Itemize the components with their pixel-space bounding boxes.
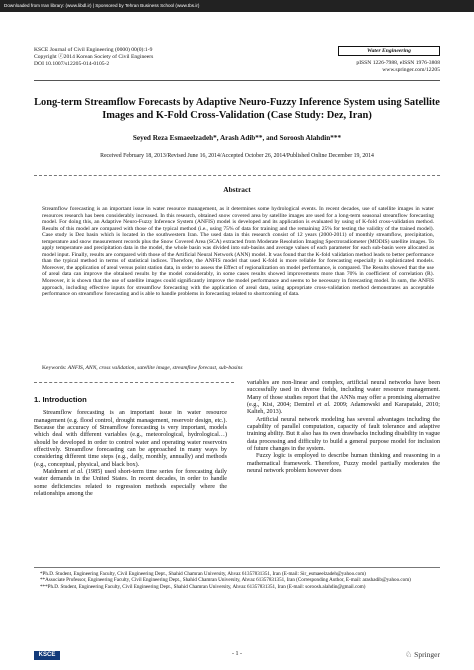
- category-badge: Water Engineering: [338, 46, 440, 56]
- intro-paragraph-2-cont: variables are non-linear and complex, artificial neural networks have been successfully used in diverse fields, including water resource management. Many of those studies report that the ANNs may offer a promising alternative (e.g., Kisi, 2004; Demirel et al. 2009; Adamowski and Karapataki, 2010; Kalteh, 2013).: [247, 380, 441, 416]
- doi: DOI 10.1007/s12205-014-0105-2: [34, 61, 110, 68]
- intro-paragraph-4: Fuzzy logic is employed to describe human thinking and reasoning in a mathematical framework. Therefore, Fuzzy model partially moderates the neural network problem however does: [247, 453, 440, 475]
- footnote-1: *Ph.D. Student, Engineering Faculty, Civil Engineering Dept., Shahid Chamran University, Ahvaz 61357831351, Iran (E-mail: Sir_esmaeelzadeh@yahoo.com): [40, 571, 366, 577]
- right-column: [247, 380, 440, 475]
- left-column: [34, 396, 227, 498]
- issn: pISSN 1226-7988, eISSN 1976-3808: [356, 60, 440, 66]
- journal-url[interactable]: www.springer.com/12205: [382, 67, 440, 74]
- publication-dates: Received February 18, 2013/Revised June 16, 2014/Accepted October 26, 2014/Published Online December 19, 2014: [100, 153, 374, 159]
- footnotes: [34, 571, 440, 590]
- footnote-2: **Associate Professor, Engineering Faculty, Civil Engineering Dept., Shahid Chamran University, Ahvaz 61357831351, Iran (Corresponding Author, E-mail: arashadib@yahoo.com): [40, 577, 411, 584]
- page-number: - 1 -: [232, 651, 242, 657]
- page-footer: [34, 650, 440, 662]
- intro-paragraph-1: Streamflow forecasting is an important issue in water resource management (e.g. flood control, drought management, reservoir design, etc.). Because the accuracy of Streamflow forecasting is very important, models which deal with different variables (e.g., meteorological, hydrological…) should be developed in order to control water and operating water reservoirs effectively. Streamflow forecasting can be approached in many ways by considering different time steps (e.g., daily, monthly, annually) and methods (e.g., conceptual, physical, and black box).: [34, 410, 227, 468]
- journal-info: [34, 47, 153, 69]
- keywords-label: Keywords:: [42, 365, 67, 371]
- header-rule: [34, 80, 440, 81]
- download-banner: Downloaded from Iran library: (www.libdl.ir) | Sponsored by Tehran Business School (www.tbs.ir): [0, 0, 474, 12]
- abstract-heading: Abstract: [223, 185, 251, 194]
- footnote-rule: [34, 567, 440, 568]
- keywords-list: ANFIS, ANN, cross validation, satellite image, streamflow forecast, sub-basins: [67, 365, 243, 371]
- footnote-3: ***Ph.D. Student, Engineering Faculty, Civil Engineering Dept., Shahid Chamran University, Ahvaz 61357831351, Iran (E-mail: soroosh.alahdin@gmail.com): [40, 583, 366, 590]
- abstract-top-rule: [34, 175, 440, 176]
- intro-paragraph-3: Artificial neural network modeling has several advantages including the capability of parallel computation, capacity of fault tolerance and adaptive training ability. But it also has its own drawbacks including disability in vague data processing and difficulty to build a general purpose model for inclusion of future changes in the system.: [247, 416, 440, 453]
- copyright: Copyright ⓒ2014 Korean Society of Civil Engineers: [34, 54, 154, 61]
- abstract-bottom-rule: [34, 382, 234, 383]
- abstract-text: Streamflow forecasting is an important issue in water resource management, as it determines some hydrological events. In recent decades, use of satellite images in water resources research has been considerably increased. In this research, obtained snow covered area by satellite images are used for a long-term seasonal streamflow forecasting model. For doing this, an Adaptive Neuro-Fuzzy Inference System (ANFIS) model is developed and its application is evaluated by using of K-fold cross-validation method. Results of this model are compared with those of the typical method (i.e., using 75% of data for training and the remaining 25% for testing the validity of the trained model). Case study is Dez basin which is located in the southwestern Iran. The used data in this research consist of 12 years (2000-2011) of monthly streamflow, precipitation, temperature and snow measurement records plus the Snow Covered Area (SCA) extracted from Moderate Resolution Imaging Spectroradiometer (MODIS) satellite images. To apply temperature and precipitation data in the model, the whole basin was divided into sub-basins and average values of each parameter for each sub-basin were allocated as model input. Finally, results are compared with those of the Artificial Neural Network (ANN) model. It was found that the K-fold validation method leads to better performance than the typical method in terms of statistical indices. Therefore, the ANFIS model that used K-fold is more reliable for forecasting especially in sophisticated models. Moreover, the application of areal versus point station data, in order to assess the Effect of regionalization on model performance, is compared. The Results showed that the use of areal data can improve the obtained results by the model considerably, in some cases results showed improvements more than 70% in coefficient of correlation (R). Moreover, it is shown that the use of satellite images could significantly improve the model performance and seems to be necessary in forecasting model. In sum, the ANFIS approach, including effective inputs for streamflow forecasting with the application of areal data, using appropriate cross-validation method demonstrates an acceptable performance on streamflow forecasting and is able to handle problems in forecasting related to shortcoming of data.: [42, 206, 434, 298]
- springer-logo: ♘ Springer: [404, 650, 440, 659]
- author-list: Seyed Reza Esmaeelzadeh*, Arash Adib**, and Soroosh Alahdin***: [132, 134, 342, 142]
- paper-title: Long-term Streamflow Forecasts by Adaptive Neuro-Fuzzy Inference System using Satellite Images and K-Fold Cross-Validation (Case Study: Dez, Iran): [34, 97, 440, 121]
- intro-paragraph-2: Maidment et al. (1985) used short-term time series for forecasting daily water demands in the United States. In recent decades, in order to handle some deficiencies related to regression methods especially where the relationships among the: [34, 469, 227, 498]
- ksce-logo: KSCE: [34, 651, 60, 660]
- springer-horse-icon: ♘: [404, 650, 413, 659]
- journal-meta: [338, 46, 440, 74]
- journal-name: KSCE Journal of Civil Engineering (0000) 00(0):1-9: [34, 47, 153, 53]
- keywords: [42, 365, 434, 372]
- section-heading: 1. Introduction: [34, 395, 87, 404]
